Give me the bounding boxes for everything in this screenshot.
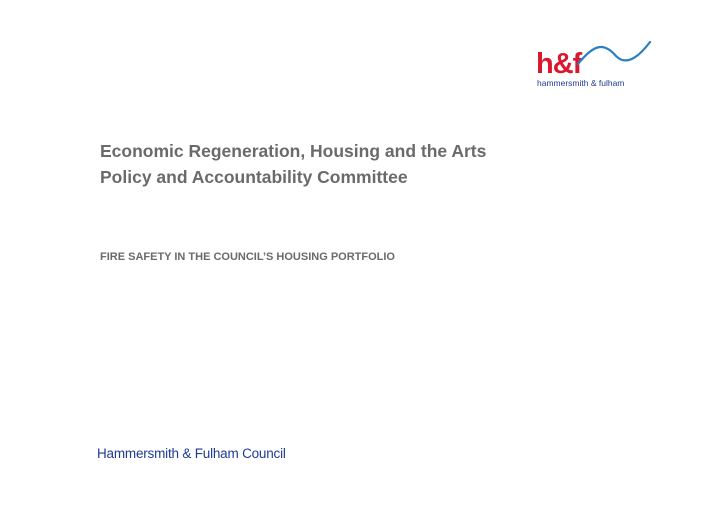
logo-wave-stroke (578, 42, 650, 64)
title-line-1: Economic Regeneration, Housing and the Arts (100, 141, 487, 161)
page-subtitle: FIRE SAFETY IN THE COUNCIL’S HOUSING PORTFOLIO (100, 251, 395, 263)
title-line-2: Policy and Accountability Committee (100, 167, 408, 187)
footer-council-name: Hammersmith & Fulham Council (97, 446, 286, 461)
logo-mark: h&f (536, 48, 582, 80)
logo-wave-icon (576, 38, 656, 68)
logo-subtitle: hammersmith & fulham (537, 78, 625, 88)
page-title (100, 138, 486, 190)
council-logo (536, 38, 666, 94)
